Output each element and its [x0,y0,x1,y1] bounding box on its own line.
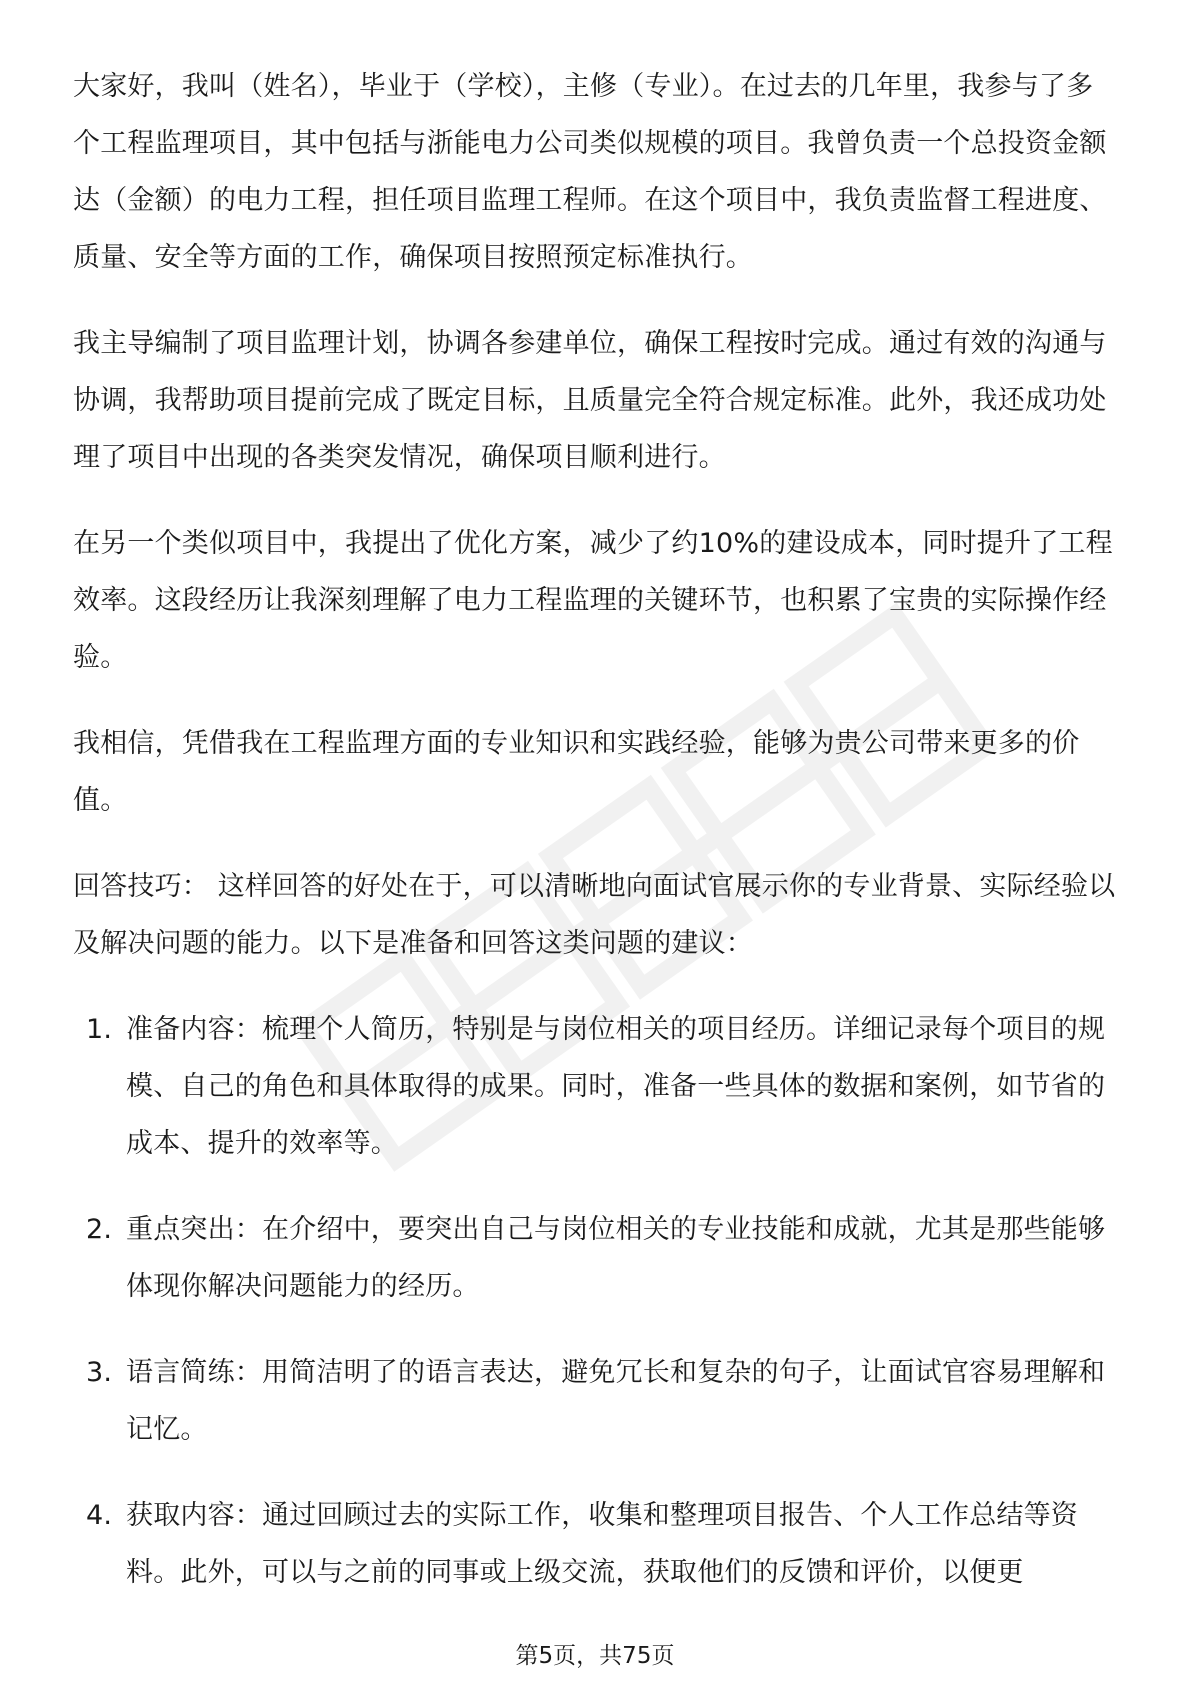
list-item [73,1001,1118,1172]
page-number: 第5页，共75页 [515,1643,675,1669]
list-item-number: 2. [86,1214,113,1245]
list-item-number: 4. [86,1500,113,1531]
list-item [73,1344,1118,1458]
list-item [73,1201,1118,1315]
document-body [73,58,1118,1630]
paragraph-answer-tips: 回答技巧： 这样回答的好处在于，可以清晰地向面试官展示你的专业背景、实际经验以及解决问题的能力。以下是准备和回答这类问题的建议： [73,871,1116,959]
list-item-number: 1. [86,1014,113,1045]
list-item [73,1487,1118,1601]
list-item-text: 准备内容：梳理个人简历，特别是与岗位相关的项目经历。详细记录每个项目的规模、自己的角色和具体取得的成果。同时，准备一些具体的数据和案例，如节省的成本、提升的效率等。 [126,1014,1106,1159]
paragraph-intro: 大家好，我叫（姓名），毕业于（学校），主修（专业）。在过去的几年里，我参与了多个工程监理项目，其中包括与浙能电力公司类似规模的项目。我曾负责一个总投资金额达（金额）的电力工程，担任项目监理工程师。在这个项目中，我负责监督工程进度、质量、安全等方面的工作，确保项目按照预定标准执行。 [73,71,1107,273]
list-item-text: 重点突出：在介绍中，要突出自己与岗位相关的专业技能和成就，尤其是那些能够体现你解决问题能力的经历。 [126,1214,1106,1302]
list-item-text: 获取内容：通过回顾过去的实际工作，收集和整理项目报告、个人工作总结等资料。此外，可以与之前的同事或上级交流，获取他们的反馈和评价，以便更 [126,1500,1078,1588]
paragraph-closing: 我相信，凭借我在工程监理方面的专业知识和实践经验，能够为贵公司带来更多的价值。 [73,728,1080,816]
paragraph-planning: 我主导编制了项目监理计划，协调各参建单位，确保工程按时完成。通过有效的沟通与协调，我帮助项目提前完成了既定目标，且质量完全符合规定标准。此外，我还成功处理了项目中出现的各类突发情况，确保项目顺利进行。 [73,328,1107,473]
paragraph-optimization: 在另一个类似项目中，我提出了优化方案，减少了约10%的建设成本，同时提升了工程效率。这段经历让我深刻理解了电力工程监理的关键环节，也积累了宝贵的实际操作经验。 [73,528,1113,673]
tips-list [73,1001,1118,1601]
list-item-text: 语言简练：用简洁明了的语言表达，避免冗长和复杂的句子，让面试官容易理解和记忆。 [126,1357,1106,1445]
list-item-number: 3. [86,1357,113,1388]
